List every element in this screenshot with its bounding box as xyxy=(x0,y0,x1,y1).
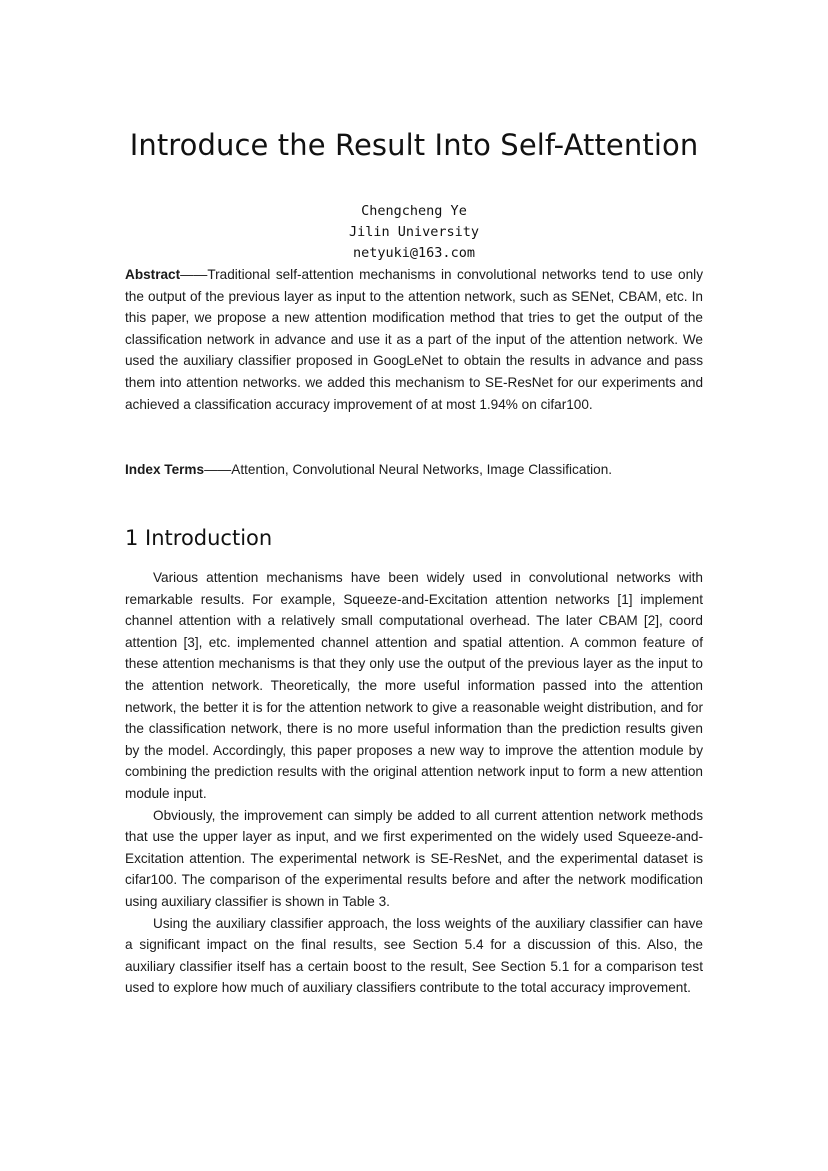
paragraph: Obviously, the improvement can simply be added to all current attention network methods that use the upper layer as input, and we first experimented on the widely used Squeeze-and-Excitation attention. The experimental network is SE-ResNet, and the experimental dataset is cifar100. The comparison of the experimental results before and after the network modification using auxiliary classifier is shown in Table 3. xyxy=(125,807,703,909)
abstract xyxy=(125,264,703,415)
paper-title: Introduce the Result Into Self-Attention xyxy=(129,128,699,162)
index-terms-text: Attention, Convolutional Neural Networks, Image Classification. xyxy=(231,462,613,477)
paragraph: Using the auxiliary classifier approach, the loss weights of the auxiliary classifier can have a significant impact on the final results, see Section 5.4 for a discussion of this. Also, the auxiliary classifier itself has a certain boost to the result, See Section 5.1 for a comparison test used to explore how much of auxiliary classifiers contribute to the total accuracy improvement. xyxy=(125,915,703,996)
author-email: netyuki@163.com xyxy=(353,245,475,261)
index-terms-label: Index Terms xyxy=(125,462,205,477)
abstract-label: Abstract xyxy=(125,267,181,282)
index-terms xyxy=(125,459,703,481)
author-affiliation: Jilin University xyxy=(348,224,480,240)
paragraph: Various attention mechanisms have been widely used in convolutional networks with remarkable results. For example, Squeeze-and-Excitation attention networks [1] implement channel attention with a relatively small computational overhead. The later CBAM [2], coord attention [3], etc. implemented channel attention and spatial attention. A common feature of these attention mechanisms is that they only use the output of the previous layer as the input to the attention network. Theoretically, the more useful information passed into the attention network, the better it is for the attention network to give a reasonable weight distribution, and for the classification network, there is no more useful information than the prediction results given by the model. Accordingly, this paper proposes a new way to improve the attention module by combining the prediction results with the original attention network input to form a new attention module input. xyxy=(125,570,703,801)
section-heading-introduction: 1 Introduction xyxy=(125,526,273,550)
abstract-dash: —— xyxy=(180,267,208,282)
author-block xyxy=(0,201,828,264)
index-terms-dash: —— xyxy=(204,462,232,477)
introduction-body xyxy=(125,567,703,999)
abstract-text: Traditional self-attention mechanisms in convolutional networks tend to use only the output of the previous layer as input to the attention network, such as SENet, CBAM, etc. In this paper, we propose a new attention modification method that tries to get the output of the classification network in advance and use it as a part of the input of the attention network. We used the auxiliary classifier proposed in GoogLeNet to obtain the results in advance and pass them into attention networks. we added this mechanism to SE-ResNet for our experiments and achieved a classification accuracy improvement of at most 1.94% on cifar100. xyxy=(125,267,703,412)
author-name: Chengcheng Ye xyxy=(361,203,467,219)
